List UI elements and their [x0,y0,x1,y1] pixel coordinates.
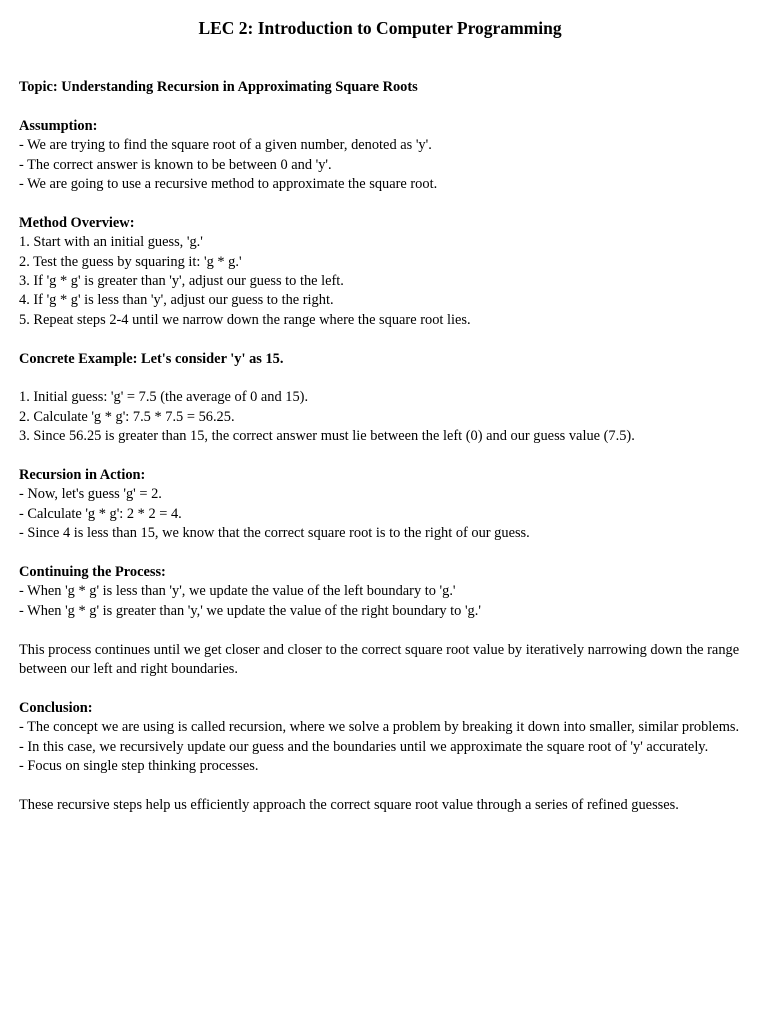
recursion-item: - Now, let's guess 'g' = 2. [19,486,162,503]
gap [19,97,741,116]
document-title: LEC 2: Introduction to Computer Programming [198,18,562,38]
assumption-heading: Assumption: [19,117,98,134]
gap [19,369,741,388]
assumption-item: - We are trying to find the square root of a given number, denoted as 'y'. [19,137,432,154]
example-step: 2. Calculate 'g * g': 7.5 * 7.5 = 56.25. [19,408,235,425]
conclusion-item: - Focus on single step thinking processes. [19,758,259,775]
method-overview-heading: Method Overview: [19,214,135,231]
document-page [19,16,741,815]
method-step: 4. If 'g * g' is less than 'y', adjust our guess to the right. [19,292,334,309]
recursion-in-action-heading: Recursion in Action: [19,467,146,484]
conclusion-heading: Conclusion: [19,699,93,716]
gap [19,679,741,698]
gap [19,194,741,213]
method-step: 5. Repeat steps 2-4 until we narrow down the range where the square root lies. [19,311,471,328]
conclusion-item: - The concept we are using is called recursion, where we solve a problem by breaking it down into smaller, similar problems. [19,719,740,736]
topic-line: Topic: Understanding Recursion in Approximating Square Roots [19,79,418,95]
process-paragraph: This process continues until we get closer and closer to the correct square root value by iteratively narrowing down the range between our left and right boundaries. [19,641,740,678]
example-step: 1. Initial guess: 'g' = 7.5 (the average of 0 and 15). [19,389,309,406]
example-step: 3. Since 56.25 is greater than 15, the correct answer must lie between the left (0) and our guess value (7.5). [19,428,635,445]
recursion-item: - Since 4 is less than 15, we know that the correct square root is to the right of our guess. [19,525,530,542]
title-spacer [19,40,741,78]
method-step: 3. If 'g * g' is greater than 'y', adjust our guess to the left. [19,273,344,290]
assumption-item: - The correct answer is known to be between 0 and 'y'. [19,156,332,173]
gap [19,777,741,796]
recursion-item: - Calculate 'g * g': 2 * 2 = 4. [19,505,182,522]
gap [19,621,741,640]
continuing-item: - When 'g * g' is less than 'y', we update the value of the left boundary to 'g.' [19,583,456,600]
concrete-example-heading: Concrete Example: Let's consider 'y' as 15. [19,350,284,367]
gap [19,544,741,563]
continuing-item: - When 'g * g' is greater than 'y,' we update the value of the right boundary to 'g.' [19,602,481,619]
assumption-item: - We are going to use a recursive method to approximate the square root. [19,176,438,193]
continuing-heading: Continuing the Process: [19,564,166,581]
gap [19,447,741,466]
closing-paragraph: These recursive steps help us efficiently approach the correct square root value through a series of refined guesses. [19,796,679,813]
gap [19,330,741,349]
method-step: 1. Start with an initial guess, 'g.' [19,234,203,251]
conclusion-item: - In this case, we recursively update our guess and the boundaries until we approximate the square root of 'y' accurately. [19,738,709,755]
method-step: 2. Test the guess by squaring it: 'g * g.' [19,253,242,270]
